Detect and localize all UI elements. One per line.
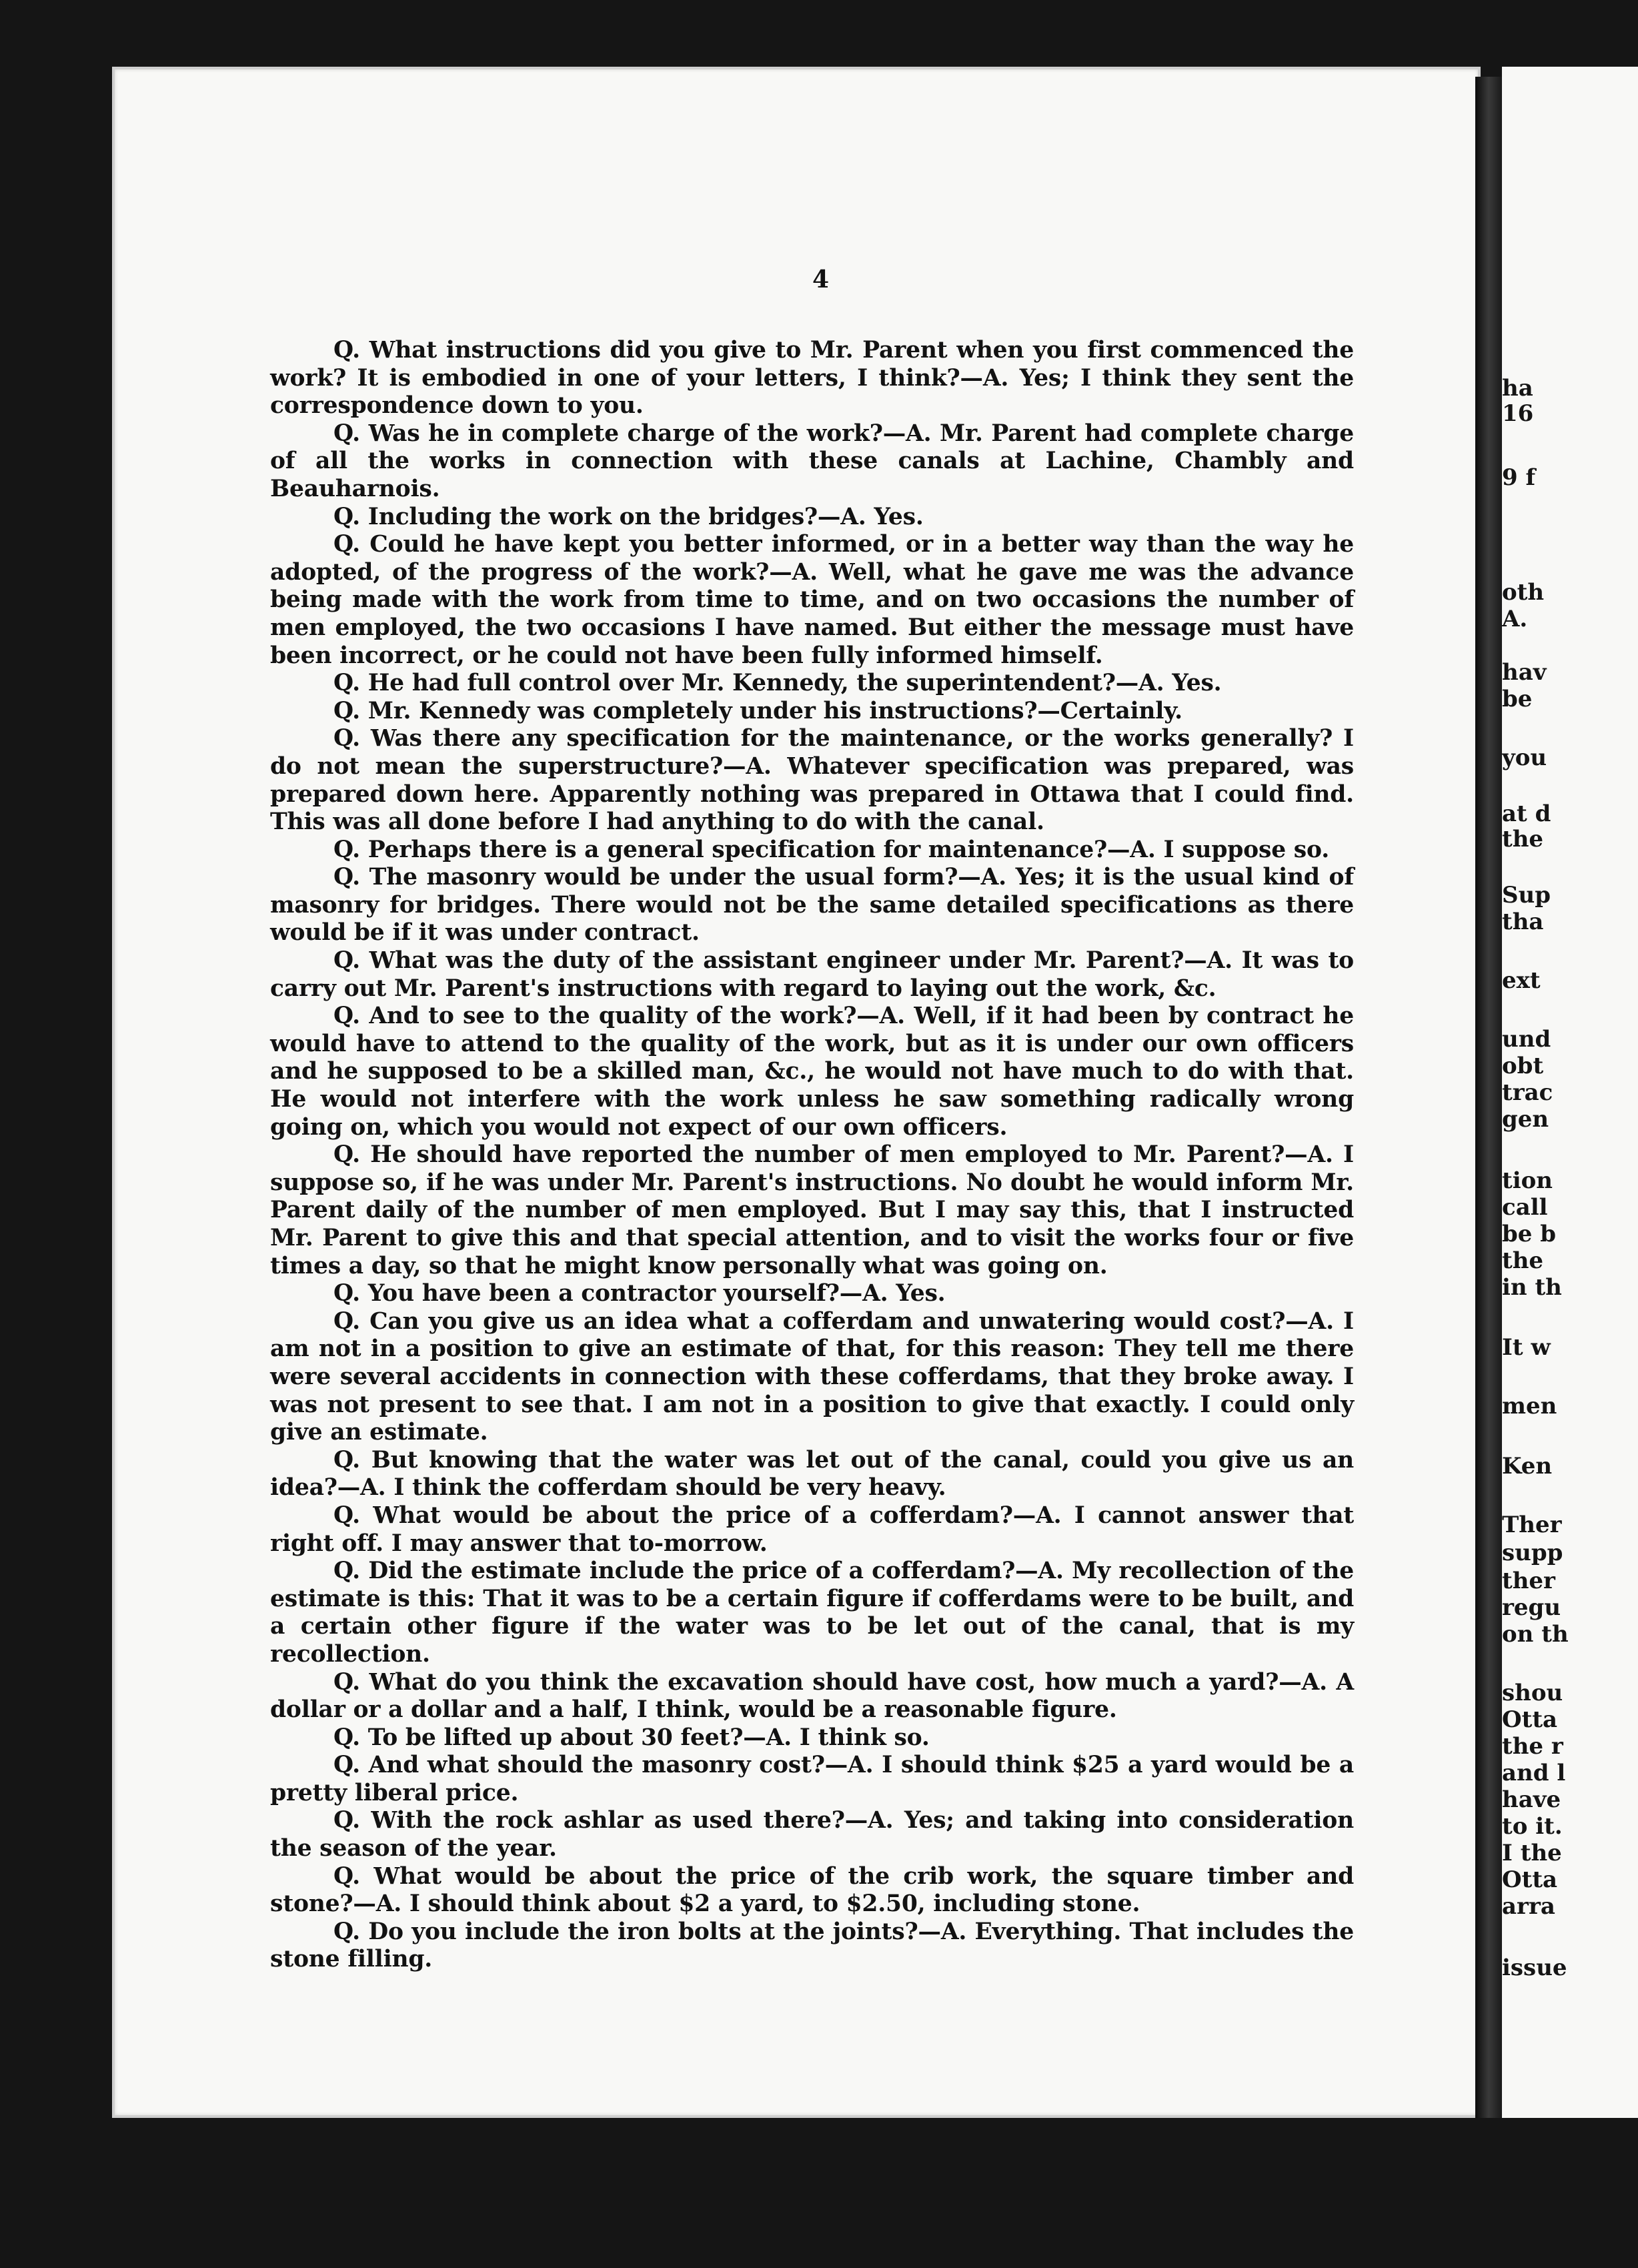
qa-paragraph: Q. Was he in complete charge of the work?—A. Mr. Parent had complete charge of all the works in connection with these canals at Lachine, Chambly and Beauharnois. — [270, 420, 1354, 502]
facing-page-fragment: you — [1502, 744, 1547, 771]
qa-paragraph: Q. You have been a contractor yourself?—A. Yes. — [333, 1280, 946, 1307]
facing-page-fragment: Ther — [1502, 1512, 1562, 1538]
facing-page-fragment: Otta — [1502, 1706, 1558, 1733]
facing-page-fragment: ther — [1502, 1568, 1555, 1594]
facing-page-fragment: be — [1502, 686, 1533, 712]
facing-page-fragment: oth — [1502, 579, 1545, 606]
facing-page-fragment: the — [1502, 1247, 1544, 1274]
qa-paragraph: Q. Can you give us an idea what a cofferdam and unwatering would cost?—A. I am not in a position to give an estimate of that, for this reason: They tell me there were several accidents in connection with these cofferdams, that they broke away. I was not present to see that. I am not in a position to give that exactly. I could only give an estimate. — [270, 1307, 1354, 1446]
facing-page-fragment: to it. — [1502, 1813, 1563, 1840]
facing-page-fragment: in th — [1502, 1274, 1562, 1301]
facing-page-fragment: Ken — [1502, 1453, 1553, 1480]
facing-page-fragment: men — [1502, 1393, 1557, 1420]
qa-paragraph: Q. Was there any specification for the maintenance, or the works generally? I do not mean the superstructure?—A. Whatever specification was prepared, was prepared down here. Apparently nothing was prepared in Ottawa that I could find. This was all done before I had anything to do with the canal. — [270, 725, 1354, 836]
facing-page-fragment: on th — [1502, 1621, 1569, 1648]
qa-paragraph: Q. Perhaps there is a general specification for maintenance?—A. I suppose so. — [333, 836, 1330, 863]
facing-page-fragment: It w — [1502, 1334, 1551, 1361]
qa-paragraph: Q. What would be about the price of the crib work, the square timber and stone?—A. I should think about $2 a yard, to $2.50, including stone. — [270, 1862, 1354, 1918]
facing-page-fragment: Otta — [1502, 1866, 1558, 1893]
facing-page-fragment: tion — [1502, 1167, 1553, 1194]
qa-paragraph: Q. And to see to the quality of the work?—A. Well, if it had been by contract he would have to attend to the quality of the work, but as it is under our own officers and he supposed to be a skilled man, &c., he would not have much to do with that. He would not interfere with the work unless he saw something radically wrong going on, which you would not expect of our own officers. — [270, 1003, 1354, 1141]
qa-paragraph: Q. Do you include the iron bolts at the joints?—A. Everything. That includes the stone filling. — [270, 1918, 1354, 1973]
qa-paragraph: Q. Including the work on the bridges?—A. Yes. — [333, 503, 924, 530]
facing-page-fragment: 9 f — [1502, 464, 1536, 491]
qa-paragraph: Q. But knowing that the water was let out of the canal, could you give us an idea?—A. I think the cofferdam should be very heavy. — [270, 1446, 1354, 1502]
facing-page-fragment: be b — [1502, 1221, 1557, 1247]
facing-page-fragment: ext — [1502, 967, 1541, 994]
book-gutter — [1475, 77, 1502, 2118]
facing-page-fragment: the r — [1502, 1733, 1563, 1760]
qa-paragraph: Q. He had full control over Mr. Kennedy, the superintendent?—A. Yes. — [333, 670, 1222, 697]
qa-paragraph: Q. Did the estimate include the price of a cofferdam?—A. My recollection of the estimate is this: That it was to be a certain figure if cofferdams were to be built, and a certain other figure if the water was to be let out of the canal, that is my recollection. — [270, 1558, 1354, 1668]
facing-page-fragment: und — [1502, 1026, 1551, 1053]
facing-page-fragment: call — [1502, 1194, 1548, 1221]
qa-paragraph: Q. What would be about the price of a cofferdam?—A. I cannot answer that right off. I may answer that to-morrow. — [270, 1502, 1354, 1557]
qa-paragraph: Q. To be lifted up about 30 feet?—A. I think so. — [333, 1724, 930, 1751]
facing-page-fragment: shou — [1502, 1680, 1563, 1706]
facing-page-fragment: 16 — [1502, 400, 1534, 427]
qa-paragraph: Q. What was the duty of the assistant engineer under Mr. Parent?—A. It was to carry out Mr. Parent's instructions with regard to laying out the work, &c. — [270, 947, 1354, 1002]
facing-page-fragment: have — [1502, 1786, 1561, 1813]
facing-page-fragment: hav — [1502, 659, 1547, 686]
facing-page-fragment: I the — [1502, 1840, 1562, 1866]
facing-page — [1502, 67, 1638, 2118]
qa-paragraph: Q. The masonry would be under the usual form?—A. Yes; it is the usual kind of masonry for bridges. There would not be the same detailed specifications as there would be if it was under contract. — [270, 864, 1354, 947]
facing-page-fragment: trac — [1502, 1079, 1553, 1106]
facing-page-fragment: at d — [1502, 800, 1551, 827]
qa-paragraph: Q. Mr. Kennedy was completely under his instructions?—Certainly. — [333, 697, 1182, 724]
facing-page-fragment: the — [1502, 826, 1544, 853]
facing-page-fragment: regu — [1502, 1594, 1561, 1621]
qa-paragraph: Q. What instructions did you give to Mr. Parent when you first commenced the work? It is embodied in one of your letters, I think?—A. Yes; I think they sent the correspondence down to you. — [270, 337, 1354, 420]
facing-page-fragment: obt — [1502, 1053, 1544, 1079]
qa-paragraph: Q. What do you think the excavation should have cost, how much a yard?—A. A dollar or a dollar and a half, I think, would be a reasonable figure. — [270, 1668, 1354, 1724]
qa-paragraph: Q. He should have reported the number of men employed to Mr. Parent?—A. I suppose so, if he was under Mr. Parent's instructions. No doubt he would inform Mr. Parent daily of the number of men employed. But I may say this, that I instructed Mr. Parent to give this and that special attention, and to visit the works four or five times a day, so that he might know personally what was going on. — [270, 1141, 1354, 1279]
testimony-text — [270, 337, 1354, 1974]
facing-page-fragment: A. — [1502, 606, 1528, 632]
qa-paragraph: Q. Could he have kept you better informed, or in a better way than the way he adopted, of the progress of the work?—A. Well, what he gave me was the advance being made with the work from time to time, and on two occasions the number of men employed, the two occasions I have named. But either the message must have been incorrect, or he could not have been fully informed himself. — [270, 531, 1354, 669]
facing-page-fragment: Sup — [1502, 882, 1551, 909]
facing-page-fragment: issue — [1502, 1954, 1567, 1981]
facing-page-fragment: and l — [1502, 1760, 1566, 1786]
qa-paragraph: Q. With the rock ashlar as used there?—A. Yes; and taking into consideration the season of the year. — [270, 1807, 1354, 1862]
facing-page-fragment: gen — [1502, 1106, 1549, 1133]
qa-paragraph: Q. And what should the masonry cost?—A. I should think $25 a yard would be a pretty liberal price. — [270, 1752, 1354, 1806]
facing-page-fragment: ha — [1502, 375, 1533, 402]
facing-page-fragment: tha — [1502, 909, 1544, 935]
facing-page-fragment: arra — [1502, 1893, 1555, 1920]
page-number: 4 — [812, 265, 830, 294]
facing-page-fragment: supp — [1502, 1540, 1563, 1566]
